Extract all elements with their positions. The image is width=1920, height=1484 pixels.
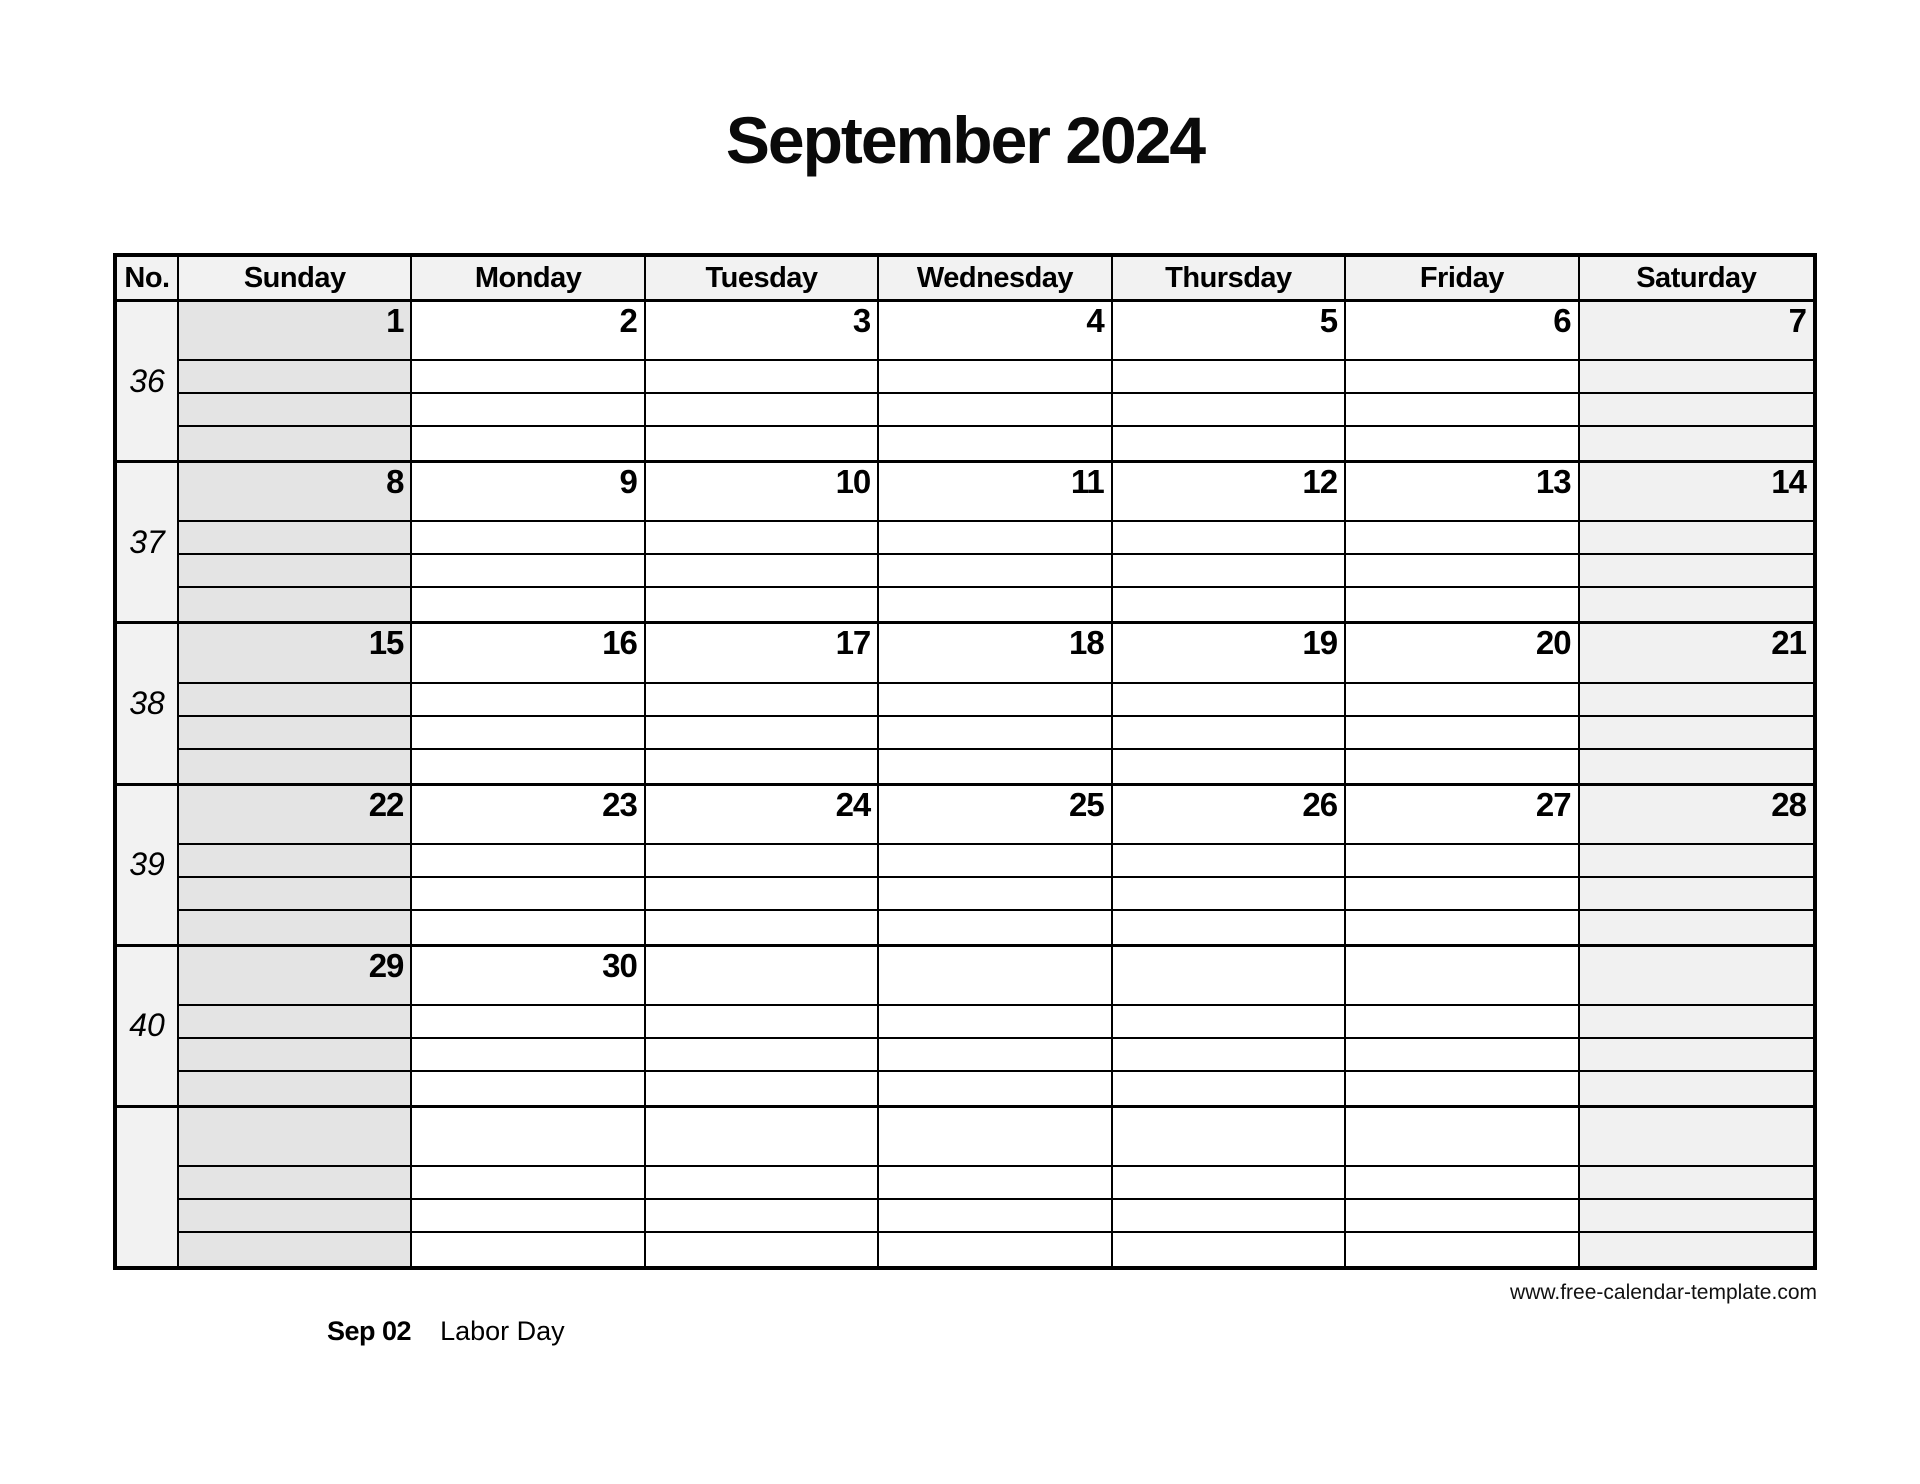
- day-number: [1113, 947, 1344, 1006]
- week-row-40: [117, 947, 1813, 1108]
- note-line: [412, 878, 643, 911]
- day-number: 12: [1113, 463, 1344, 522]
- day-number: 9: [412, 463, 643, 522]
- note-line: [879, 1072, 1110, 1105]
- note-line: [879, 717, 1110, 750]
- note-line: [1113, 361, 1344, 394]
- day-number: [1580, 947, 1813, 1006]
- note-line: [1346, 394, 1577, 427]
- note-line: [1580, 684, 1813, 717]
- day-number: 10: [646, 463, 877, 522]
- day-number: 24: [646, 786, 877, 845]
- note-line: [879, 911, 1110, 944]
- page-title: September 2024: [725, 103, 1205, 177]
- note-line: [1580, 427, 1813, 460]
- note-line: [1580, 1233, 1813, 1266]
- day-cell: [646, 947, 879, 1105]
- note-line: [1113, 717, 1344, 750]
- day-cell: [1346, 463, 1579, 621]
- note-line: [879, 1233, 1110, 1266]
- day-cell: [646, 1108, 879, 1266]
- note-line: [1113, 394, 1344, 427]
- day-number: 14: [1580, 463, 1813, 522]
- note-line: [1580, 588, 1813, 621]
- day-number: 4: [879, 302, 1110, 361]
- note-line: [1580, 1167, 1813, 1200]
- day-cell: [646, 786, 879, 944]
- note-line: [179, 1039, 410, 1072]
- note-line: [1346, 911, 1577, 944]
- note-line: [179, 878, 410, 911]
- note-line: [1580, 555, 1813, 588]
- col-header-tuesday: Tuesday: [646, 257, 879, 299]
- note-line: [1580, 717, 1813, 750]
- note-line: [412, 1167, 643, 1200]
- week-number-cell: 38: [117, 624, 179, 782]
- day-number: 13: [1346, 463, 1577, 522]
- day-cell: [1580, 1108, 1813, 1266]
- note-line: [1113, 1200, 1344, 1233]
- day-number: 23: [412, 786, 643, 845]
- day-number: 20: [1346, 624, 1577, 683]
- week-row-36: [117, 302, 1813, 463]
- note-line: [179, 750, 410, 783]
- col-header-friday: Friday: [1346, 257, 1579, 299]
- day-number: 3: [646, 302, 877, 361]
- note-line: [179, 555, 410, 588]
- note-line: [179, 1167, 410, 1200]
- note-line: [1113, 1039, 1344, 1072]
- note-line: [179, 1233, 410, 1266]
- note-line: [646, 1072, 877, 1105]
- note-line: [646, 845, 877, 878]
- day-cell: [179, 1108, 412, 1266]
- note-line: [646, 684, 877, 717]
- col-header-wednesday: Wednesday: [879, 257, 1112, 299]
- day-cell: [646, 302, 879, 460]
- note-line: [1346, 878, 1577, 911]
- calendar-table: [113, 253, 1817, 1270]
- note-line: [179, 911, 410, 944]
- note-line: [646, 361, 877, 394]
- day-cell: [1580, 786, 1813, 944]
- day-number: 17: [646, 624, 877, 683]
- note-line: [879, 1039, 1110, 1072]
- week-number-cell: 36: [117, 302, 179, 460]
- note-line: [1580, 878, 1813, 911]
- note-line: [879, 1167, 1110, 1200]
- col-header-no: No.: [117, 257, 179, 299]
- note-line: [646, 1039, 877, 1072]
- note-line: [646, 911, 877, 944]
- day-cell: [412, 302, 645, 460]
- note-line: [179, 1006, 410, 1039]
- note-line: [1346, 588, 1577, 621]
- note-line: [646, 717, 877, 750]
- note-line: [179, 845, 410, 878]
- day-number: [1113, 1108, 1344, 1167]
- note-line: [1113, 845, 1344, 878]
- note-line: [1346, 1167, 1577, 1200]
- note-line: [879, 878, 1110, 911]
- day-cell: [1580, 624, 1813, 782]
- col-header-sunday: Sunday: [179, 257, 412, 299]
- day-cell: [1346, 302, 1579, 460]
- day-cell: [879, 786, 1112, 944]
- note-line: [1113, 1167, 1344, 1200]
- note-line: [1113, 522, 1344, 555]
- day-number: 28: [1580, 786, 1813, 845]
- day-number: [646, 947, 877, 1006]
- note-line: [179, 394, 410, 427]
- col-header-thursday: Thursday: [1113, 257, 1346, 299]
- note-line: [412, 522, 643, 555]
- day-cell: [1113, 1108, 1346, 1266]
- day-number: 8: [179, 463, 410, 522]
- note-line: [1113, 427, 1344, 460]
- note-line: [1346, 1072, 1577, 1105]
- website-url: www.free-calendar-template.com: [1510, 1281, 1817, 1304]
- day-cell: [179, 463, 412, 621]
- day-cell: [646, 463, 879, 621]
- note-line: [1113, 878, 1344, 911]
- note-line: [412, 1039, 643, 1072]
- note-line: [412, 717, 643, 750]
- note-line: [412, 845, 643, 878]
- day-number: [879, 947, 1110, 1006]
- week-number-cell: 39: [117, 786, 179, 944]
- note-line: [412, 1233, 643, 1266]
- note-line: [1113, 1072, 1344, 1105]
- day-number: 29: [179, 947, 410, 1006]
- day-number: 1: [179, 302, 410, 361]
- note-line: [179, 1200, 410, 1233]
- note-line: [1113, 1006, 1344, 1039]
- note-line: [1580, 394, 1813, 427]
- note-line: [179, 522, 410, 555]
- note-line: [412, 394, 643, 427]
- calendar-header-row: [117, 257, 1813, 302]
- note-line: [1580, 1200, 1813, 1233]
- note-line: [879, 1006, 1110, 1039]
- day-cell: [1580, 947, 1813, 1105]
- day-cell: [1113, 624, 1346, 782]
- day-number: 11: [879, 463, 1110, 522]
- note-line: [1113, 750, 1344, 783]
- day-cell: [1113, 463, 1346, 621]
- note-line: [646, 1167, 877, 1200]
- note-line: [179, 717, 410, 750]
- day-cell: [179, 947, 412, 1105]
- note-line: [1113, 911, 1344, 944]
- note-line: [879, 394, 1110, 427]
- day-cell: [412, 786, 645, 944]
- note-line: [412, 555, 643, 588]
- note-line: [412, 588, 643, 621]
- day-number: 25: [879, 786, 1110, 845]
- day-cell: [412, 1108, 645, 1266]
- note-line: [1346, 427, 1577, 460]
- day-cell: [1346, 1108, 1579, 1266]
- week-number-cell: [117, 1108, 179, 1266]
- note-line: [1346, 555, 1577, 588]
- week-number-cell: 37: [117, 463, 179, 621]
- day-number: 2: [412, 302, 643, 361]
- day-cell: [412, 947, 645, 1105]
- note-line: [646, 1200, 877, 1233]
- day-number: 16: [412, 624, 643, 683]
- note-line: [1346, 1006, 1577, 1039]
- col-header-saturday: Saturday: [1580, 257, 1813, 299]
- day-number: [1580, 1108, 1813, 1167]
- note-line: [1346, 361, 1577, 394]
- day-cell: [879, 624, 1112, 782]
- day-number: 6: [1346, 302, 1577, 361]
- day-number: 27: [1346, 786, 1577, 845]
- day-number: 5: [1113, 302, 1344, 361]
- day-cell: [879, 1108, 1112, 1266]
- note-line: [412, 911, 643, 944]
- note-line: [412, 361, 643, 394]
- day-number: 21: [1580, 624, 1813, 683]
- day-number: 7: [1580, 302, 1813, 361]
- note-line: [879, 684, 1110, 717]
- note-line: [1346, 845, 1577, 878]
- note-line: [879, 588, 1110, 621]
- day-number: [412, 1108, 643, 1167]
- note-line: [1113, 588, 1344, 621]
- day-number: [646, 1108, 877, 1167]
- week-row-37: [117, 463, 1813, 624]
- day-cell: [1346, 947, 1579, 1105]
- note-line: [646, 394, 877, 427]
- note-line: [1346, 1039, 1577, 1072]
- note-line: [1580, 1006, 1813, 1039]
- note-line: [879, 555, 1110, 588]
- day-cell: [1580, 463, 1813, 621]
- note-line: [412, 1006, 643, 1039]
- note-line: [412, 750, 643, 783]
- day-number: [879, 1108, 1110, 1167]
- note-line: [412, 427, 643, 460]
- day-number: 15: [179, 624, 410, 683]
- note-line: [1346, 1200, 1577, 1233]
- note-line: [646, 588, 877, 621]
- day-cell: [179, 302, 412, 460]
- note-line: [179, 361, 410, 394]
- note-line: [179, 684, 410, 717]
- holiday-name: Labor Day: [440, 1316, 565, 1346]
- note-line: [879, 1200, 1110, 1233]
- day-number: 22: [179, 786, 410, 845]
- note-line: [1580, 1072, 1813, 1105]
- note-line: [879, 361, 1110, 394]
- day-cell: [412, 463, 645, 621]
- note-line: [646, 878, 877, 911]
- note-line: [1580, 750, 1813, 783]
- day-cell: [879, 463, 1112, 621]
- week-number-cell: 40: [117, 947, 179, 1105]
- day-number: 30: [412, 947, 643, 1006]
- note-line: [1113, 684, 1344, 717]
- note-line: [646, 1006, 877, 1039]
- day-number: [1346, 947, 1577, 1006]
- day-cell: [179, 624, 412, 782]
- note-line: [412, 1072, 643, 1105]
- day-number: [1346, 1108, 1577, 1167]
- day-cell: [646, 624, 879, 782]
- day-number: 18: [879, 624, 1110, 683]
- note-line: [1113, 555, 1344, 588]
- note-line: [179, 588, 410, 621]
- note-line: [1113, 1233, 1344, 1266]
- note-line: [1346, 684, 1577, 717]
- day-number: 26: [1113, 786, 1344, 845]
- week-row-extra: [117, 1108, 1813, 1266]
- day-number: 19: [1113, 624, 1344, 683]
- note-line: [1346, 717, 1577, 750]
- note-line: [646, 1233, 877, 1266]
- note-line: [1580, 522, 1813, 555]
- note-line: [179, 427, 410, 460]
- day-cell: [1113, 302, 1346, 460]
- day-cell: [179, 786, 412, 944]
- note-line: [412, 1200, 643, 1233]
- holiday-entry: [327, 1316, 565, 1347]
- col-header-monday: Monday: [412, 257, 645, 299]
- note-line: [646, 750, 877, 783]
- day-cell: [879, 302, 1112, 460]
- week-row-38: [117, 624, 1813, 785]
- note-line: [879, 522, 1110, 555]
- note-line: [1346, 522, 1577, 555]
- note-line: [879, 845, 1110, 878]
- day-number: [179, 1108, 410, 1167]
- note-line: [879, 427, 1110, 460]
- day-cell: [879, 947, 1112, 1105]
- day-cell: [1346, 786, 1579, 944]
- day-cell: [1113, 947, 1346, 1105]
- note-line: [1346, 750, 1577, 783]
- note-line: [646, 555, 877, 588]
- holiday-date: Sep 02: [327, 1316, 412, 1346]
- day-cell: [1346, 624, 1579, 782]
- note-line: [646, 522, 877, 555]
- day-cell: [412, 624, 645, 782]
- note-line: [1346, 1233, 1577, 1266]
- note-line: [646, 427, 877, 460]
- note-line: [412, 684, 643, 717]
- note-line: [1580, 911, 1813, 944]
- day-cell: [1113, 786, 1346, 944]
- week-row-39: [117, 786, 1813, 947]
- day-cell: [1580, 302, 1813, 460]
- note-line: [179, 1072, 410, 1105]
- note-line: [1580, 1039, 1813, 1072]
- note-line: [1580, 361, 1813, 394]
- note-line: [1580, 845, 1813, 878]
- note-line: [879, 750, 1110, 783]
